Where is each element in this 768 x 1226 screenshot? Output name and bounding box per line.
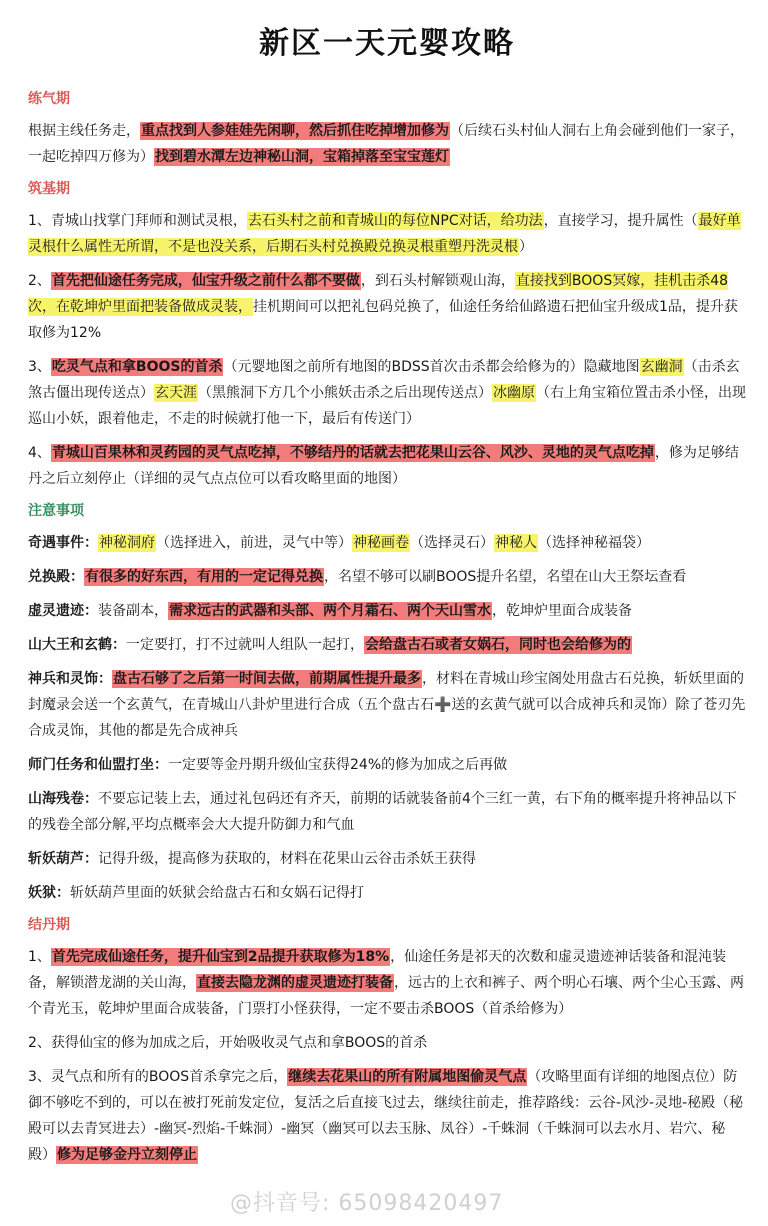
highlight-red: 盘古石够了之后第一时间去做，前期属性提升最多 <box>113 671 421 687</box>
text-run: 斩妖葫芦里面的妖狱会给盘古石和女娲石记得打 <box>70 885 364 901</box>
item-label: 山大王和玄鹤： <box>28 637 126 653</box>
text-run: （选择神秘福袋） <box>538 535 650 551</box>
guide-paragraph <box>28 846 746 872</box>
text-run: 一定要打，打不过就叫人组队一起打， <box>126 637 364 653</box>
text-run: ，仙途任务是祁天的次数和虚灵遗迹神话装备和混沌装备，解锁潜龙湖的关山海， <box>28 949 727 991</box>
text-run: 3、灵气点和所有的BOOS首杀拿完之后， <box>28 1069 288 1085</box>
item-label: 妖狱： <box>28 885 70 901</box>
highlight-red: 继续去花果山的所有附属地图偷灵气点 <box>288 1069 527 1085</box>
text-run: 挂机期间可以把礼包码兑换了，仙途任务给仙路遗石把仙宝升级成1品，提升获取修为12% <box>28 299 738 341</box>
text-run: （后续石头村仙人洞右上角会碰到他们一家子，一起吃掉四万修为） <box>28 123 744 165</box>
highlight-red: 青城山百果林和灵药园的灵气点吃掉，不够结丹的话就去把花果山云谷、风沙、灵地的灵气点吃掉 <box>51 445 654 461</box>
item-label: 山海残卷： <box>28 791 98 807</box>
text-run: ，名望不够可以刷BOOS提升名望，名望在山大王祭坛查看 <box>324 569 687 585</box>
page-title: 新区一天元婴攻略 <box>259 26 515 61</box>
section-heading: 注意事项 <box>28 503 84 519</box>
text-run: 装备副本， <box>98 603 168 619</box>
guide-paragraph <box>28 268 746 346</box>
highlight-red: 找到碧水潭左边神秘山洞，宝箱掉落至宝宝莲灯 <box>155 149 449 165</box>
guide-paragraph <box>28 208 746 260</box>
highlight-yellow: 直接找到BOOS冥嫁，挂机击杀48次，在乾坤炉里面把装备做成灵装， <box>28 273 729 315</box>
text-run: 2、获得仙宝的修为加成之后，开始吸收灵气点和拿BOOS的首杀 <box>28 1035 428 1051</box>
text-run: ，直接学习，提升属性（ <box>543 213 698 229</box>
text-run: 1、青城山找掌门拜师和测试灵根， <box>28 213 247 229</box>
watermark: @抖音号: 65098420497 <box>230 1191 504 1216</box>
text-run: 根据主线任务走， <box>28 123 140 139</box>
item-label: 师门任务和仙盟打坐： <box>28 757 168 773</box>
text-run: （选择灵石） <box>410 535 494 551</box>
highlight-yellow: 最好单灵根什么属性无所谓，不是也没关系，后期石头村兑换殿兑换灵根重塑丹洗灵根 <box>28 213 741 255</box>
section-heading: 结丹期 <box>28 917 70 933</box>
highlight-red: 首先完成仙途任务，提升仙宝到2品提升获取修为18% <box>51 949 390 965</box>
guide-paragraph <box>28 632 746 658</box>
text-run: （攻略里面有详细的地图点位）防御不够吃不到的，可以在被打死前发定位，复活之后直接飞过去，继续往前走，推荐路线：云谷-风沙-灵地-秘殿（秘殿可以去青冥进去）-幽冥-烈焰-千蛛洞）-幽冥（幽冥可以去玉脉、凤谷）-千蛛洞（千蛛洞可以去水月、岩穴、秘殿） <box>28 1069 744 1163</box>
text-run: （右上角宝箱位置击杀小怪，出现巡山小妖，跟着他走，不走的时候就打他一下，最后有传送门） <box>28 385 746 427</box>
highlight-red: 吃灵气点和拿BOOS的首杀 <box>51 359 223 375</box>
guide-paragraph <box>28 786 746 838</box>
guide-paragraph <box>28 118 746 170</box>
item-label: 虚灵遗迹： <box>28 603 98 619</box>
text-run: （黑熊洞下方几个小熊妖击杀之后出现传送点） <box>198 385 492 401</box>
highlight-yellow: 玄天涯 <box>155 385 197 401</box>
section-heading: 练气期 <box>28 91 70 107</box>
guide-paragraph <box>28 598 746 624</box>
highlight-yellow: 去石头村之前和青城山的每位NPC对话，给功法 <box>247 213 543 229</box>
guide-paragraph <box>28 354 746 432</box>
text-run: 4、 <box>28 445 51 461</box>
guide-paragraph <box>28 564 746 590</box>
highlight-red: 首先把仙途任务完成，仙宝升级之前什么都不要做 <box>51 273 360 289</box>
highlight-red: 需求远古的武器和头部、两个月霜石、两个天山雪水 <box>169 603 491 619</box>
text-run: ，材料在青城山珍宝阁处用盘古石兑换，斩妖里面的封魔录会送一个玄黄气，在青城山八卦炉里进行合成（五个盘古石➕送的玄黄气就可以合成神兵和灵饰）除了苍刃先合成灵饰，其他的都是先合成神兵 <box>28 671 746 739</box>
text-run: ，远古的上衣和裤子、两个明心石壤、两个尘心玉露、两个青光玉，乾坤炉里面合成装备，门票打小怪获得，一定不要击杀BOOS（首杀给修为） <box>28 975 744 1017</box>
section-heading: 筑基期 <box>28 181 70 197</box>
guide-paragraph <box>28 666 746 744</box>
text-run: 1、 <box>28 949 51 965</box>
highlight-yellow: 神秘画卷 <box>353 535 409 551</box>
text-run: 2、 <box>28 273 51 289</box>
text-run: 一定要等金丹期升级仙宝获得24%的修为加成之后再做 <box>168 757 508 773</box>
highlight-red: 修为足够金丹立刻停止 <box>57 1147 197 1163</box>
highlight-red: 直接去隐龙渊的虚灵遗迹打装备 <box>197 975 393 991</box>
text-run: ，到石头村解锁观山海， <box>360 273 515 289</box>
text-run: ） <box>519 239 533 255</box>
guide-paragraph <box>28 440 746 492</box>
highlight-red: 重点找到人参娃娃先闲聊，然后抓住吃掉增加修为 <box>141 123 449 139</box>
text-run: （选择进入，前进，灵气中等） <box>156 535 352 551</box>
guide-paragraph <box>28 880 746 906</box>
item-label: 奇遇事件： <box>28 535 98 551</box>
guide-paragraph <box>28 752 746 778</box>
guide-paragraph <box>28 944 746 1022</box>
item-label: 兑换殿： <box>28 569 84 585</box>
text-run: ，乾坤炉里面合成装备 <box>492 603 632 619</box>
text-run: （元婴地图之前所有地图的BDSS首次击杀都会给修为的）隐藏地图 <box>223 359 640 375</box>
item-label: 神兵和灵饰： <box>28 671 112 687</box>
guide-paragraph <box>28 1030 746 1056</box>
text-run: ，修为足够结丹之后立刻停止（详细的灵气点点位可以看攻略里面的地图） <box>28 445 739 487</box>
item-label: 斩妖葫芦： <box>28 851 98 867</box>
text-run: 3、 <box>28 359 51 375</box>
highlight-yellow: 神秘人 <box>495 535 537 551</box>
guide-paragraph <box>28 1064 746 1168</box>
text-run: （击杀玄煞古僵出现传送点） <box>28 359 740 401</box>
guide-paragraph <box>28 530 746 556</box>
highlight-red: 有很多的好东西，有用的一定记得兑换 <box>85 569 323 585</box>
highlight-yellow: 冰幽原 <box>493 385 535 401</box>
highlight-red: 会给盘古石或者女娲石，同时也会给修为的 <box>365 637 631 653</box>
highlight-yellow: 神秘洞府 <box>99 535 155 551</box>
highlight-yellow: 玄幽洞 <box>640 359 683 375</box>
text-run: 不要忘记装上去，通过礼包码还有齐天，前期的话就装备前4个三红一黄，右下角的概率提升将神品以下的残卷全部分解,平均点概率会大大提升防御力和气血 <box>28 791 737 833</box>
text-run: 记得升级，提高修为获取的，材料在花果山云谷击杀妖王获得 <box>98 851 476 867</box>
guide-content <box>28 88 746 1168</box>
